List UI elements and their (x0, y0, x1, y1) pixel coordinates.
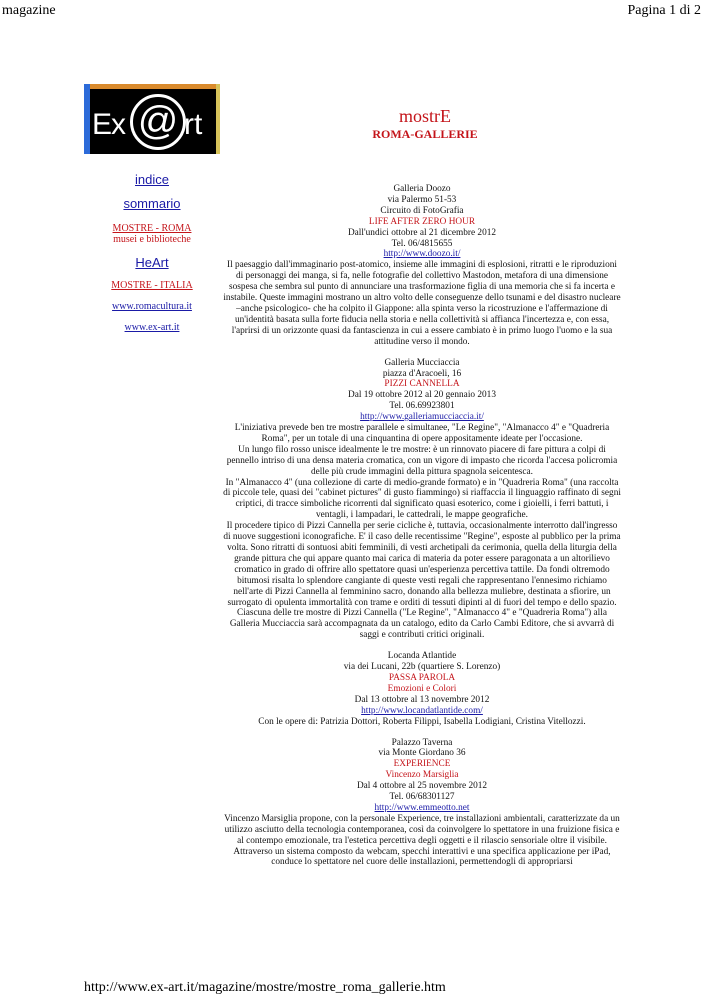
exhibition-paragraph: Ciascuna delle tre mostre di Pizzi Cannella ("Le Regine", "Almanacco 4" e "Quadreria Roma") alla Galleria Mucciaccia sarà accompagnata da un catalogo, edito da Carlo Cambi Editore, che si avvarrà di saggi e contributi critici originali. (229, 608, 615, 641)
venue-url-link[interactable]: http://www.galleriamucciaccia.it/ (360, 412, 484, 423)
header-page-number: Pagina 1 di 2 (627, 3, 701, 18)
venue-address: via Monte Giordano 36 (378, 748, 466, 759)
logo-band-left (84, 84, 90, 154)
sidebar-link-exart[interactable]: www.ex-art.it (124, 322, 180, 333)
exhibition-subtitle: Emozioni e Colori (387, 683, 457, 694)
venue-phone: Tel. 06.69923801 (389, 401, 455, 412)
logo-band-right (216, 84, 220, 154)
exhibition-paragraph: Attraverso un sistema composto da webcam, specchi interattivi e una specifica applicazione per iPad, conduce lo spettatore nel cuore delle installazioni, permettendogli di appropriarsi (233, 846, 611, 868)
exhibition-dates: Dal 13 ottobre al 13 novembre 2012 (354, 694, 490, 705)
venue-url-link[interactable]: http://www.emmeotto.net (374, 802, 470, 813)
exhibition-subtitle: Vincenzo Marsiglia (385, 770, 459, 781)
venue-name: Galleria Mucciaccia (384, 357, 460, 368)
sidebar-nav (84, 172, 220, 333)
venue-extra: Circuito di FotoGrafia (380, 205, 464, 216)
venue-url-link[interactable]: http://www.locandatlantide.com/ (361, 705, 483, 716)
logo-rt-text: rt (184, 108, 203, 141)
exhibition-locanda-atlantide (223, 651, 621, 727)
sidebar-subtitle-musei: musei e biblioteche (113, 234, 191, 245)
title-mostre: mostrE (399, 106, 451, 126)
ex-art-logo[interactable] (84, 84, 220, 154)
exhibition-palazzo-taverna (223, 738, 621, 869)
sidebar-link-mostre-italia[interactable]: MOSTRE - ITALIA (111, 280, 193, 291)
logo-band-top (84, 84, 220, 89)
venue-name: Palazzo Taverna (391, 737, 453, 748)
venue-name: Galleria Doozo (393, 184, 451, 194)
exhibition-description: Con le opere di: Patrizia Dottori, Roberta Filippi, Isabella Lodigiani, Cristina Vitellozzi. (258, 716, 586, 727)
sidebar-link-heart[interactable]: HeArt (135, 255, 169, 270)
exhibition-dates: Dall'undici ottobre al 21 dicembre 2012 (347, 227, 497, 238)
footer-url: http://www.ex-art.it/magazine/mostre/mostre_roma_gallerie.htm (84, 980, 446, 995)
venue-address: piazza d'Aracoeli, 16 (382, 368, 462, 379)
exhibition-description: Il paesaggio dall'immaginario post-atomico, insieme alle immagini di esplosioni, ritratti e le riproduzioni di personaggi dei manga, si fa, nelle fotografie del collettivo Mastodon, metafora di una dimensione sospesa che sembra sul punto di annunciare una trasformazione figlia di una memoria che si fa incerta e instabile. Queste immagini mostrano un altro volto delle conseguenze dello tsunami e del disastro nucleare –anche psicologico- che ha colpito il Giappone: alla spinta verso la ricostruzione e l'affermazione di un'identità basata sulla forte fiducia nella storia e nella collettività si affianca l'incertezza e, con essa, l'aprirsi di un orizzonte quasi da fantascienza in cui a essere cambiato è in primo luogo l'uomo e la sua attitudine verso il mondo. (223, 260, 621, 347)
venue-name: Locanda Atlantide (387, 651, 457, 662)
exhibition-paragraph: In "Almanacco 4" (una collezione di carte di medio-grande formato) e in "Quadreria Roma" (una raccolta di piccole tele, quasi dei "cabinet pictures" di gusto fiammingo) si riaffaccia il linguaggio raffinato di segni criptici, di tracce simboliche ricorrenti dal significato quasi esoterico, come i gioielli, i ferri battuti, i ventagli, i lampadari, le cattedrali, le mappe geografiche. (223, 477, 621, 521)
logo-at-symbol: @ (130, 94, 186, 150)
logo-ex-text: Ex (92, 108, 126, 141)
header-magazine: magazine (2, 3, 56, 18)
exhibition-doozo (223, 184, 621, 348)
title-roma-gallerie: ROMA-GALLERIE (372, 127, 478, 141)
venue-address: via Palermo 51-53 (387, 194, 457, 205)
page-title (300, 106, 550, 142)
exhibition-title: PIZZI CANNELLA (384, 379, 460, 390)
exhibition-mucciaccia (223, 358, 621, 642)
sidebar-link-sommario[interactable]: sommario (123, 196, 181, 211)
main-content (223, 184, 621, 868)
venue-address: via dei Lucani, 22b (quartiere S. Lorenzo) (343, 662, 501, 673)
exhibition-paragraph: L'iniziativa prevede ben tre mostre parallele e simultanee, "Le Regine", "Almanacco 4" e "Quadreria Roma", per un totale di una cinquantina di opere appositamente ideate per l'occasione. (234, 423, 610, 444)
exhibition-title: PASSA PAROLA (388, 672, 456, 683)
exhibition-paragraph: Un lungo filo rosso unisce idealmente le tre mostre: è un rinnovato piacere di fare pittura a colpi di pennello intriso di una densa materia cromatica, con un vigore di impasto che ricorda l'accesa policromia delle più crude immagini della pittura spagnola seicentesca. (226, 444, 618, 477)
exhibition-paragraph: Il procedere tipico di Pizzi Cannella per serie cicliche è, tuttavia, occasionalmente interrotto dall'ingresso di nuove suggestioni iconografiche. E' il caso delle recentissime "Regine", esposte al pubblico per la prima volta. Sono ritratti di sontuosi abiti femminili, di vesti archetipali da cerimonia, quella della liturgia della grande pittura che qui appare quanto mai carica di materia da poter essere paragonata a un altorilievo cromatico in grado di offrire allo spettatore quasi un'esperienza percettiva tattile. Da fondi oltremodo bitumosi risalta lo splendore cangiante di queste vesti regali che rappresentano l'ennesimo richiamo nell'arte di Pizzi Cannella al femminino sacro, donando alla bellezza muliebre, destinata a sfiorire, un surrogato di opulenta immortalità con trame e orditi di tessuti dipinti al di fuori del tempo e dello spazio. (223, 521, 621, 608)
exhibition-title: EXPERIENCE (393, 759, 451, 770)
exhibition-dates: Dal 4 ottobre al 25 novembre 2012 (356, 781, 488, 792)
sidebar-link-romacultura[interactable]: www.romacultura.it (112, 301, 192, 312)
sidebar-link-mostre-roma[interactable]: MOSTRE - ROMA (112, 223, 192, 234)
sidebar-link-indice[interactable]: indice (135, 172, 169, 187)
exhibition-paragraph: Vincenzo Marsiglia propone, con la personale Experience, tre installazioni ambientali, caratterizzate da un utilizzo asciutto della tecnologia contemporanea, così da coinvolgere lo spettatore in una fruizione fisica e al contempo emozionale, tra l'estetica percettiva degli oggetti e il rilascio sensoriale oltre il visibile. (224, 813, 620, 846)
venue-phone: Tel. 06/4815655 (391, 238, 453, 249)
exhibition-dates: Dal 19 ottobre 2012 al 20 gennaio 2013 (348, 390, 496, 401)
venue-url-link[interactable]: http://www.doozo.it/ (383, 249, 461, 260)
exhibition-title: LIFE AFTER ZERO HOUR (368, 216, 476, 227)
venue-phone: Tel. 06/68301127 (389, 792, 455, 803)
